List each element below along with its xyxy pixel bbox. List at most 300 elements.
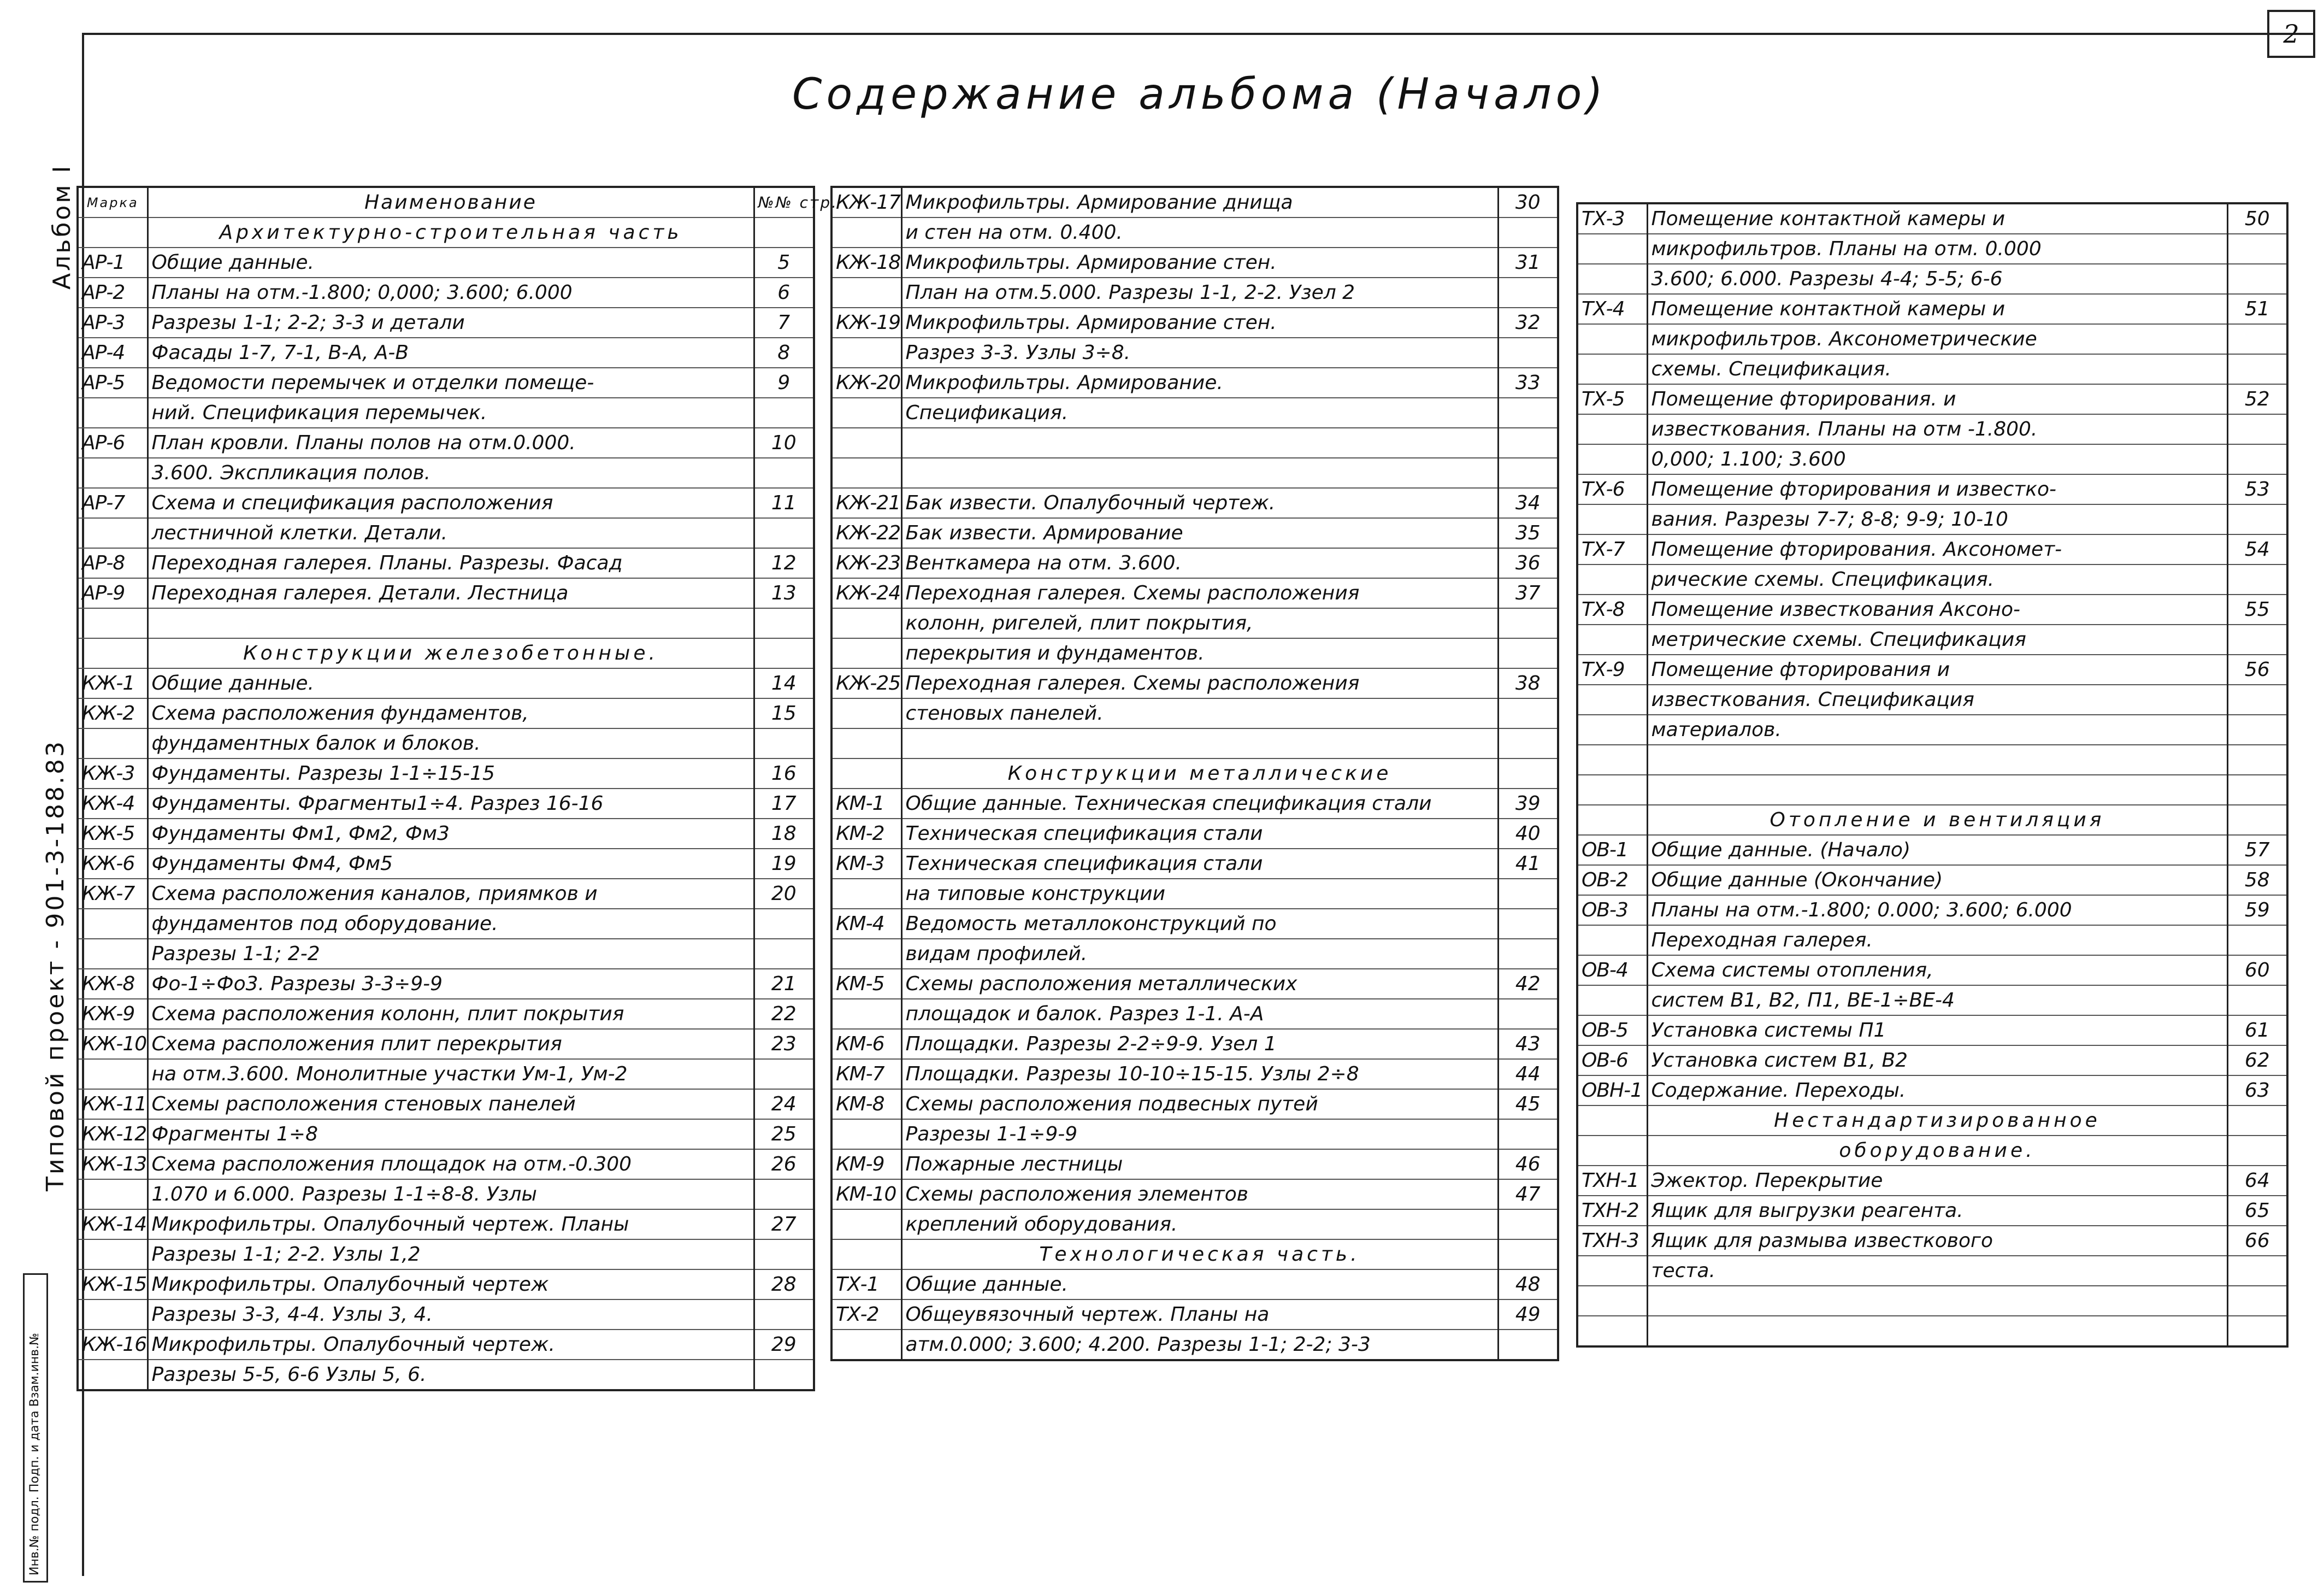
page-number <box>754 939 814 969</box>
sheet-code: КЖ-11 <box>78 1089 148 1119</box>
approval-stamp <box>23 1273 48 1583</box>
sheet-code: АР-5 <box>78 368 148 398</box>
section-title: Архитектурно-строительная часть <box>148 217 754 248</box>
side-label-album: Альбом I <box>48 163 76 290</box>
sheet-name: известкования. Спецификация <box>1647 685 2227 715</box>
table-row <box>1577 895 2287 925</box>
page-number: 41 <box>1498 849 1558 879</box>
table-row <box>831 398 1558 428</box>
sheet-name <box>1647 775 2227 805</box>
section-heading-row <box>1577 1136 2287 1166</box>
page-number: 60 <box>2227 955 2287 985</box>
sheet-code: АР-4 <box>78 338 148 368</box>
sheet-name: Техническая спецификация стали <box>901 849 1498 879</box>
table-row <box>78 1029 814 1059</box>
page-number <box>1498 999 1558 1029</box>
sheet-name: Схемы расположения стеновых панелей <box>148 1089 754 1119</box>
section-heading-row <box>831 758 1558 789</box>
table-row <box>1577 1075 2287 1105</box>
sheet-name <box>1647 745 2227 775</box>
sheet-name: Бак извести. Опалубочный чертеж. <box>901 488 1498 518</box>
sheet-code <box>831 458 901 488</box>
table-row <box>1577 1316 2287 1346</box>
sheet-code <box>831 1239 901 1269</box>
sheet-name: Схема системы отопления, <box>1647 955 2227 985</box>
sheet-code <box>1577 625 1647 655</box>
sheet-name: микрофильтров. Аксонометрические <box>1647 324 2227 354</box>
sheet-name: вания. Разрезы 7-7; 8-8; 9-9; 10-10 <box>1647 504 2227 534</box>
table-row <box>1577 384 2287 414</box>
sheet-code: АР-8 <box>78 548 148 578</box>
table-row <box>831 909 1558 939</box>
sheet-code: КМ-2 <box>831 819 901 849</box>
sheet-code: ОВ-2 <box>1577 865 1647 895</box>
page-number: 64 <box>2227 1166 2287 1196</box>
sheet-code: ТХ-6 <box>1577 474 1647 504</box>
page-number: 65 <box>2227 1196 2287 1226</box>
sheet-name: лестничной клетки. Детали. <box>148 518 754 548</box>
sheet-code: КМ-10 <box>831 1179 901 1209</box>
page-number: 32 <box>1498 308 1558 338</box>
table-row <box>831 338 1558 368</box>
sheet-name: Установка систем В1, В2 <box>1647 1045 2227 1075</box>
sheet-name: Переходная галерея. Схемы расположения <box>901 578 1498 608</box>
page-number: 18 <box>754 819 814 849</box>
table-row <box>78 1179 814 1209</box>
table-row <box>831 308 1558 338</box>
page-number <box>1498 1239 1558 1269</box>
page-number: 40 <box>1498 819 1558 849</box>
sheet-code: КЖ-16 <box>78 1330 148 1360</box>
sheet-name: Ведомость металлоконструкций по <box>901 909 1498 939</box>
page-number <box>1498 698 1558 728</box>
sheet-name: Микрофильтры. Опалубочный чертеж. <box>148 1330 754 1360</box>
sheet-code <box>1577 1136 1647 1166</box>
sheet-name: Разрез 3-3. Узлы 3÷8. <box>901 338 1498 368</box>
table-row <box>78 488 814 518</box>
sheet-name: Схема расположения колонн, плит покрытия <box>148 999 754 1029</box>
sheet-name <box>901 428 1498 458</box>
sheet-name: Площадки. Разрезы 10-10÷15-15. Узлы 2÷8 <box>901 1059 1498 1089</box>
section-title: Отопление и вентиляция <box>1647 805 2227 835</box>
sheet-code: КЖ-23 <box>831 548 901 578</box>
sheet-name: микрофильтров. Планы на отм. 0.000 <box>1647 234 2227 264</box>
table-row <box>1577 444 2287 474</box>
page-number: 55 <box>2227 595 2287 625</box>
page-number <box>1498 879 1558 909</box>
page-number <box>2227 444 2287 474</box>
page-number <box>2227 234 2287 264</box>
sheet-code <box>78 909 148 939</box>
sheet-code <box>831 1119 901 1149</box>
page-number <box>1498 1209 1558 1239</box>
sheet-code: КМ-7 <box>831 1059 901 1089</box>
sheet-code: КМ-5 <box>831 969 901 999</box>
sheet-name: Общие данные. (Начало) <box>1647 835 2227 865</box>
table-row <box>831 819 1558 849</box>
table-row <box>831 608 1558 638</box>
table-row <box>78 1269 814 1299</box>
sheet-code <box>1577 504 1647 534</box>
sheet-code <box>831 428 901 458</box>
page-number <box>1498 338 1558 368</box>
sheet-code <box>78 1360 148 1390</box>
sheet-code <box>831 1330 901 1360</box>
page-number: 46 <box>1498 1149 1558 1179</box>
section-heading-row <box>1577 805 2287 835</box>
sheet-code: КЖ-3 <box>78 758 148 789</box>
table-row <box>1577 324 2287 354</box>
contents-table-3 <box>1576 202 2288 1348</box>
sheet-name: теста. <box>1647 1256 2227 1286</box>
sheet-code: КЖ-22 <box>831 518 901 548</box>
page-number <box>754 1059 814 1089</box>
page-number <box>2227 264 2287 294</box>
sheet-name: стеновых панелей. <box>901 698 1498 728</box>
sheet-code <box>831 999 901 1029</box>
sheet-code: КЖ-12 <box>78 1119 148 1149</box>
table-row <box>78 608 814 638</box>
page-number <box>754 458 814 488</box>
sheet-name: Микрофильтры. Армирование. <box>901 368 1498 398</box>
table-row <box>1577 865 2287 895</box>
sheet-name: Общие данные. <box>901 1269 1498 1299</box>
table-row <box>831 1089 1558 1119</box>
page-title: Содержание альбома (Начало) <box>792 70 1607 119</box>
sheet-code: КЖ-10 <box>78 1029 148 1059</box>
sheet-code: ТХ-2 <box>831 1299 901 1330</box>
sheet-name: Пожарные лестницы <box>901 1149 1498 1179</box>
page-number <box>2227 805 2287 835</box>
sheet-name: 3.600; 6.000. Разрезы 4-4; 5-5; 6-6 <box>1647 264 2227 294</box>
sheet-name: Помещение фторирования и известко- <box>1647 474 2227 504</box>
table-row <box>831 1269 1558 1299</box>
table-row <box>1577 925 2287 955</box>
sheet-name: Разрезы 1-1; 2-2. Узлы 1,2 <box>148 1239 754 1269</box>
table-row <box>1577 1015 2287 1045</box>
sheet-code <box>1577 685 1647 715</box>
table-row <box>831 248 1558 278</box>
table-row <box>1577 264 2287 294</box>
sheet-name: Микрофильтры. Армирование стен. <box>901 248 1498 278</box>
page-number <box>1498 758 1558 789</box>
page-number: 44 <box>1498 1059 1558 1089</box>
table-row <box>831 368 1558 398</box>
table-row <box>1577 1166 2287 1196</box>
page-number: 39 <box>1498 789 1558 819</box>
sheet-code <box>1577 564 1647 595</box>
page-number <box>1498 939 1558 969</box>
sheet-code: КЖ-18 <box>831 248 901 278</box>
sheet-name: Установка системы П1 <box>1647 1015 2227 1045</box>
sheet-code <box>831 1209 901 1239</box>
page-number: 35 <box>1498 518 1558 548</box>
sheet-name: План кровли. Планы полов на отм.0.000. <box>148 428 754 458</box>
sheet-name: метрические схемы. Спецификация <box>1647 625 2227 655</box>
table-row <box>831 728 1558 758</box>
page-number: 36 <box>1498 548 1558 578</box>
header-name: Наименование <box>148 187 754 217</box>
sheet-name: Помещение фторирования. Аксономет- <box>1647 534 2227 564</box>
sheet-code: КЖ-14 <box>78 1209 148 1239</box>
page-number: 38 <box>1498 668 1558 698</box>
table-row <box>1577 685 2287 715</box>
side-label-project: Типовой проект - 901-3-188.83 <box>42 739 69 1191</box>
sheet-name <box>901 728 1498 758</box>
table-row <box>831 1119 1558 1149</box>
page-number: 45 <box>1498 1089 1558 1119</box>
sheet-code: КЖ-19 <box>831 308 901 338</box>
table-row <box>831 488 1558 518</box>
page-number: 20 <box>754 879 814 909</box>
table-row <box>831 1149 1558 1179</box>
table-row <box>78 428 814 458</box>
header-page: №№ стр. <box>754 187 814 217</box>
sheet-name: Помещение фторирования. и <box>1647 384 2227 414</box>
page-number: 28 <box>754 1269 814 1299</box>
page-number: 21 <box>754 969 814 999</box>
sheet-name: 1.070 и 6.000. Разрезы 1-1÷8-8. Узлы <box>148 1179 754 1209</box>
sheet-code: КЖ-13 <box>78 1149 148 1179</box>
sheet-name: Схемы расположения элементов <box>901 1179 1498 1209</box>
table-row <box>78 518 814 548</box>
table-row <box>1577 1226 2287 1256</box>
sheet-name: Общие данные. Техническая спецификация стали <box>901 789 1498 819</box>
sheet-code: ТХ-1 <box>831 1269 901 1299</box>
sheet-name: Помещение известкования Аксоно- <box>1647 595 2227 625</box>
page-number <box>1498 428 1558 458</box>
table-row <box>831 789 1558 819</box>
page-number <box>2227 685 2287 715</box>
table-row <box>831 548 1558 578</box>
sheet-name: Ведомости перемычек и отделки помеще- <box>148 368 754 398</box>
sheet-name: Разрезы 5-5, 6-6 Узлы 5, 6. <box>148 1360 754 1390</box>
table-row <box>1577 414 2287 444</box>
page-number: 16 <box>754 758 814 789</box>
table-row <box>831 278 1558 308</box>
table-row <box>78 758 814 789</box>
page-number <box>2227 775 2287 805</box>
page-number <box>754 638 814 668</box>
table-row <box>831 578 1558 608</box>
table-row <box>831 1029 1558 1059</box>
table-row <box>1577 294 2287 324</box>
page-number: 43 <box>1498 1029 1558 1059</box>
sheet-name: фундаментов под оборудование. <box>148 909 754 939</box>
sheet-name <box>1647 1316 2227 1346</box>
table-row <box>831 638 1558 668</box>
page-number: 61 <box>2227 1015 2287 1045</box>
sheet-code <box>831 728 901 758</box>
table-row <box>831 1330 1558 1360</box>
section-title: Конструкции металлические <box>901 758 1498 789</box>
table-row <box>78 1119 814 1149</box>
page-number: 19 <box>754 849 814 879</box>
sheet-code: КМ-9 <box>831 1149 901 1179</box>
sheet-name: Переходная галерея. Схемы расположения <box>901 668 1498 698</box>
section-heading-row <box>831 1239 1558 1269</box>
table-row <box>831 518 1558 548</box>
sheet-name: Общие данные. <box>148 248 754 278</box>
sheet-name: Техническая спецификация стали <box>901 819 1498 849</box>
page-number: 27 <box>754 1209 814 1239</box>
sheet-name: План на отм.5.000. Разрезы 1-1, 2-2. Узел 2 <box>901 278 1498 308</box>
table-row <box>78 578 814 608</box>
sheet-code <box>831 217 901 248</box>
table-row <box>78 969 814 999</box>
page-number: 24 <box>754 1089 814 1119</box>
table-row <box>831 879 1558 909</box>
sheet-name: Переходная галерея. <box>1647 925 2227 955</box>
table-row <box>831 999 1558 1029</box>
page-number <box>2227 1286 2287 1316</box>
table-row <box>78 308 814 338</box>
page-number <box>2227 1256 2287 1286</box>
table-row <box>831 428 1558 458</box>
page-number <box>2227 354 2287 384</box>
sheet-code <box>831 698 901 728</box>
sheet-code: КЖ-20 <box>831 368 901 398</box>
sheet-name: Спецификация. <box>901 398 1498 428</box>
sheet-code <box>831 758 901 789</box>
sheet-code: ОВ-5 <box>1577 1015 1647 1045</box>
table-row <box>1577 474 2287 504</box>
page-number <box>2227 504 2287 534</box>
page-number: 58 <box>2227 865 2287 895</box>
table-row <box>78 398 814 428</box>
page-number <box>754 1299 814 1330</box>
table-row <box>831 1179 1558 1209</box>
page-number <box>2227 625 2287 655</box>
sheet-code <box>78 398 148 428</box>
sheet-name: атм.0.000; 3.600; 4.200. Разрезы 1-1; 2-2; 3-3 <box>901 1330 1498 1360</box>
sheet-code: КМ-1 <box>831 789 901 819</box>
sheet-name: на типовые конструкции <box>901 879 1498 909</box>
sheet-code: КМ-8 <box>831 1089 901 1119</box>
table-row <box>1577 985 2287 1015</box>
table-row <box>78 368 814 398</box>
sheet-name: Площадки. Разрезы 2-2÷9-9. Узел 1 <box>901 1029 1498 1059</box>
page-number: 51 <box>2227 294 2287 324</box>
sheet-code: КЖ-9 <box>78 999 148 1029</box>
sheet-code: КЖ-21 <box>831 488 901 518</box>
page-number: 31 <box>1498 248 1558 278</box>
sheet-name: Микрофильтры. Опалубочный чертеж. Планы <box>148 1209 754 1239</box>
page-number <box>1498 217 1558 248</box>
sheet-name: Схема и спецификация расположения <box>148 488 754 518</box>
sheet-code <box>831 398 901 428</box>
page-number <box>2227 745 2287 775</box>
sheet-code: ТХ-8 <box>1577 595 1647 625</box>
page-number <box>2227 324 2287 354</box>
sheet-name: Помещение контактной камеры и <box>1647 203 2227 234</box>
sheet-code: ТХ-3 <box>1577 203 1647 234</box>
contents-table-2 <box>830 186 1559 1361</box>
table-row <box>78 1299 814 1330</box>
sheet-name: Бак извести. Армирование <box>901 518 1498 548</box>
page-number: 17 <box>754 789 814 819</box>
table-row <box>1577 715 2287 745</box>
table-row <box>831 939 1558 969</box>
sheet-name: фундаментных балок и блоков. <box>148 728 754 758</box>
sheet-code <box>831 278 901 308</box>
page-number: 33 <box>1498 368 1558 398</box>
table-row <box>78 1239 814 1269</box>
sheet-code: КЖ-6 <box>78 849 148 879</box>
sheet-name: Содержание. Переходы. <box>1647 1075 2227 1105</box>
sheet-code: КЖ-25 <box>831 668 901 698</box>
page-number: 42 <box>1498 969 1558 999</box>
page-number: 8 <box>754 338 814 368</box>
sheet-code <box>1577 745 1647 775</box>
sheet-code <box>831 608 901 638</box>
table-row <box>1577 745 2287 775</box>
page-number: 66 <box>2227 1226 2287 1256</box>
page-number <box>754 1360 814 1390</box>
sheet-code <box>1577 1105 1647 1136</box>
contents-table-1 <box>76 186 839 1391</box>
table-row <box>831 849 1558 879</box>
sheet-code <box>831 338 901 368</box>
page-number <box>754 728 814 758</box>
sheet-name: материалов. <box>1647 715 2227 745</box>
table-row <box>78 548 814 578</box>
table-row <box>78 1089 814 1119</box>
sheet-name: схемы. Спецификация. <box>1647 354 2227 384</box>
table-row <box>1577 203 2287 234</box>
table-row <box>1577 1196 2287 1226</box>
page-number: 62 <box>2227 1045 2287 1075</box>
page-number: 56 <box>2227 655 2287 685</box>
table-row <box>1577 234 2287 264</box>
sheet-code <box>1577 715 1647 745</box>
table-row <box>831 698 1558 728</box>
sheet-code <box>1577 234 1647 264</box>
sheet-name: Эжектор. Перекрытие <box>1647 1166 2227 1196</box>
sheet-code: АР-1 <box>78 248 148 278</box>
sheet-name: Схемы расположения подвесных путей <box>901 1089 1498 1119</box>
page-number <box>754 608 814 638</box>
table-row <box>78 698 814 728</box>
sheet-code <box>78 1059 148 1089</box>
sheet-code: АР-7 <box>78 488 148 518</box>
page-number: 22 <box>754 999 814 1029</box>
sheet-code <box>1577 805 1647 835</box>
page-number <box>2227 414 2287 444</box>
table-row <box>78 1209 814 1239</box>
sheet-code <box>1577 444 1647 474</box>
sheet-name: колонн, ригелей, плит покрытия, <box>901 608 1498 638</box>
table-row <box>78 458 814 488</box>
sheet-name: видам профилей. <box>901 939 1498 969</box>
sheet-name: Схемы расположения металлических <box>901 969 1498 999</box>
page-number: 5 <box>754 248 814 278</box>
sheet-code: КЖ-4 <box>78 789 148 819</box>
page-number <box>1498 728 1558 758</box>
sheet-name: Схема расположения каналов, приямков и <box>148 879 754 909</box>
table-row <box>1577 595 2287 625</box>
page-number <box>754 398 814 428</box>
sheet-name: Общеувязочный чертеж. Планы на <box>901 1299 1498 1330</box>
table-row <box>1577 354 2287 384</box>
sheet-code: КЖ-7 <box>78 879 148 909</box>
sheet-code <box>831 879 901 909</box>
sheet-code: ТХН-2 <box>1577 1196 1647 1226</box>
sheet-name: Фрагменты 1÷8 <box>148 1119 754 1149</box>
page-number: 52 <box>2227 384 2287 414</box>
sheet-name: Фундаменты Фм1, Фм2, Фм3 <box>148 819 754 849</box>
page-number: 23 <box>754 1029 814 1059</box>
